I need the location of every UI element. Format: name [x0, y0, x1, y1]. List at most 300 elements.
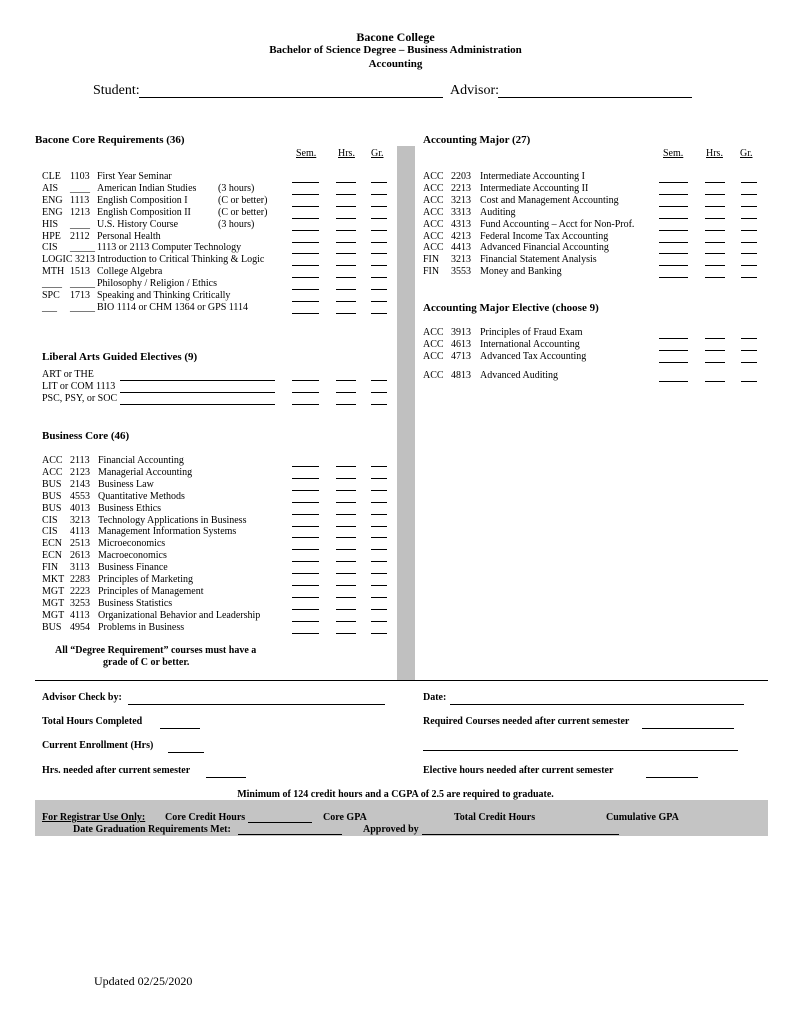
- advisor-field[interactable]: [498, 97, 692, 98]
- core-row-hrs-blank[interactable]: [336, 253, 356, 254]
- business-course-code: ACC: [42, 455, 63, 466]
- business-course-code: ECN: [42, 550, 62, 562]
- business-row-sem-blank[interactable]: [292, 609, 319, 610]
- core-row-gr-blank[interactable]: [371, 277, 387, 278]
- core-course-code: ___: [42, 301, 57, 313]
- major-row-sem-blank[interactable]: [659, 182, 688, 183]
- business-row-sem-blank[interactable]: [292, 585, 319, 586]
- major-row-gr-blank[interactable]: [741, 230, 757, 231]
- business-row-gr-blank[interactable]: [371, 502, 387, 503]
- elective-row-hrs-blank[interactable]: [705, 338, 725, 339]
- business-course-number: 4013: [70, 502, 90, 514]
- business-course-number: 4553: [70, 490, 90, 502]
- core-course-number: _____: [70, 242, 95, 254]
- business-course-number: 2143: [70, 478, 90, 490]
- major-course-title: Federal Income Tax Accounting: [480, 230, 609, 242]
- core-credit-label: Core Credit Hours: [165, 812, 246, 823]
- core-course-number: _____: [70, 278, 95, 290]
- liberal-row-gr-blank[interactable]: [371, 392, 387, 393]
- business-course-number: 4954: [70, 621, 90, 633]
- major-row-hrs-blank[interactable]: [705, 182, 725, 183]
- major-row-hrs-blank[interactable]: [705, 277, 725, 278]
- date-field[interactable]: [450, 704, 744, 705]
- major-sem-header: Sem.: [663, 148, 684, 159]
- major-row-hrs-blank[interactable]: [705, 242, 725, 243]
- major-title: Accounting: [368, 58, 423, 70]
- core-row-sem-blank[interactable]: [292, 194, 319, 195]
- business-row-sem-blank[interactable]: [292, 621, 319, 622]
- major-course-title: Intermediate Accounting II: [480, 182, 589, 194]
- core-course-note: (C or better): [218, 194, 268, 206]
- business-row-hrs-blank[interactable]: [336, 466, 356, 467]
- core-course-note: (3 hours): [218, 218, 255, 230]
- business-row-gr-blank[interactable]: [371, 466, 387, 467]
- business-course-number: 2613: [70, 550, 90, 562]
- core-course-code: CLE: [42, 171, 61, 182]
- elective-course-code: ACC: [423, 327, 444, 338]
- business-course-code: FIN: [42, 562, 59, 574]
- core-row-sem-blank[interactable]: [292, 301, 319, 302]
- elective-row-gr-blank[interactable]: [741, 350, 757, 351]
- major-course-title: Fund Accounting – Acct for Non-Prof.: [480, 218, 635, 230]
- liberal-course-field[interactable]: [120, 404, 275, 405]
- grade-note-1: All “Degree Requirement” courses must have a: [55, 645, 257, 656]
- liberal-title: Liberal Arts Guided Electives (9): [42, 351, 198, 363]
- core-course-title: English Composition II: [97, 206, 191, 218]
- business-course-title: Financial Accounting: [98, 455, 184, 466]
- major-row-gr-blank[interactable]: [741, 265, 757, 266]
- liberal-row-gr-blank[interactable]: [371, 404, 387, 405]
- core-course-code: HPE: [42, 230, 61, 242]
- sem-header: Sem.: [296, 148, 317, 159]
- major-course-title: Money and Banking: [480, 266, 562, 278]
- major-row-hrs-blank[interactable]: [705, 265, 725, 266]
- business-row-hrs-blank[interactable]: [336, 490, 356, 491]
- core-course-title: 1113 or 2113 Computer Technology: [97, 242, 242, 254]
- date-label: Date:: [423, 692, 447, 703]
- business-course-number: 4113: [70, 526, 90, 538]
- core-row-gr-blank[interactable]: [371, 194, 387, 195]
- major-course-code: FIN: [423, 266, 440, 278]
- business-course-number: 2123: [70, 466, 90, 478]
- student-field[interactable]: [139, 97, 443, 98]
- business-course-code: CIS: [42, 526, 58, 538]
- elective-row-hrs-blank[interactable]: [705, 350, 725, 351]
- total-credit-label: Total Credit Hours: [454, 812, 536, 823]
- business-row-sem-blank[interactable]: [292, 526, 319, 527]
- major-course-code: ACC: [423, 194, 444, 206]
- business-course-number: 2513: [70, 538, 90, 550]
- major-course-title: Advanced Financial Accounting: [480, 242, 609, 254]
- core-row-hrs-blank[interactable]: [336, 277, 356, 278]
- business-course-title: Problems in Business: [98, 621, 185, 633]
- core-course-title: English Composition I: [97, 194, 188, 206]
- column-divider: [397, 146, 415, 680]
- core-row-sem-blank[interactable]: [292, 265, 319, 266]
- business-row-hrs-blank[interactable]: [336, 597, 356, 598]
- business-row-gr-blank[interactable]: [371, 514, 387, 515]
- core-course-title: U.S. History Course: [97, 218, 179, 230]
- core-course-code: SPC: [42, 290, 60, 301]
- core-course-number: 1213: [70, 206, 90, 218]
- major-course-number: 2213: [451, 182, 471, 194]
- business-course-number: 3113: [70, 562, 90, 574]
- approved-by-label: Approved by: [363, 824, 419, 835]
- core-row-gr-blank[interactable]: [371, 265, 387, 266]
- major-row-sem-blank[interactable]: [659, 242, 688, 243]
- business-course-title: Principles of Marketing: [98, 574, 193, 585]
- major-row-sem-blank[interactable]: [659, 253, 688, 254]
- business-row-sem-blank[interactable]: [292, 502, 319, 503]
- major-row-gr-blank[interactable]: [741, 206, 757, 207]
- major-row-sem-blank[interactable]: [659, 230, 688, 231]
- elective-row-sem-blank[interactable]: [659, 381, 688, 382]
- core-row-sem-blank[interactable]: [292, 253, 319, 254]
- core-row-gr-blank[interactable]: [371, 218, 387, 219]
- core-credit-field[interactable]: [248, 822, 312, 823]
- core-course-number: 1113: [70, 194, 90, 206]
- core-course-number: ____: [70, 218, 90, 230]
- required-courses-field[interactable]: [642, 728, 734, 729]
- core-row-sem-blank[interactable]: [292, 289, 319, 290]
- business-course-number: 2223: [70, 585, 90, 597]
- business-row-hrs-blank[interactable]: [336, 502, 356, 503]
- college-name: Bacone College: [356, 30, 435, 44]
- elective-course-number: 3913: [451, 327, 471, 338]
- major-row-gr-blank[interactable]: [741, 277, 757, 278]
- business-course-title: Managerial Accounting: [98, 466, 193, 478]
- business-row-gr-blank[interactable]: [371, 573, 387, 574]
- elective-row-sem-blank[interactable]: [659, 338, 688, 339]
- core-course-number: 2112: [70, 230, 90, 242]
- liberal-row-hrs-blank[interactable]: [336, 404, 356, 405]
- degree-title: Bachelor of Science Degree – Business Administration: [269, 44, 522, 56]
- core-row-sem-blank[interactable]: [292, 230, 319, 231]
- major-section-title: Accounting Major (27): [423, 134, 531, 146]
- current-enrollment-label: Current Enrollment (Hrs): [42, 740, 154, 751]
- core-row-gr-blank[interactable]: [371, 242, 387, 243]
- business-course-code: BUS: [42, 490, 62, 502]
- elective-course-title: Advanced Auditing: [480, 370, 559, 381]
- liberal-row-hrs-blank[interactable]: [336, 392, 356, 393]
- advisor-label: Advisor:: [450, 83, 499, 98]
- business-course-title: Technology Applications in Business: [98, 514, 247, 526]
- business-course-title: Business Ethics: [98, 502, 162, 514]
- major-row-hrs-blank[interactable]: [705, 230, 725, 231]
- elective-course-number: 4713: [451, 351, 471, 362]
- elective-row-sem-blank[interactable]: [659, 362, 688, 363]
- core-course-code: LOGIC 3213: [42, 254, 96, 266]
- elective-course-code: ACC: [423, 370, 444, 381]
- core-gpa-label: Core GPA: [323, 812, 367, 823]
- business-title: Business Core (46): [42, 430, 130, 442]
- business-row-gr-blank[interactable]: [371, 609, 387, 610]
- business-row-hrs-blank[interactable]: [336, 621, 356, 622]
- liberal-course: PSC, PSY, or SOC: [42, 393, 118, 404]
- cumulative-gpa-label: Cumulative GPA: [606, 812, 679, 823]
- core-course-code: MTH: [42, 266, 65, 278]
- core-course-title: Speaking and Thinking Critically: [97, 290, 231, 301]
- business-row-hrs-blank[interactable]: [336, 585, 356, 586]
- business-course-title: Management Information Systems: [98, 526, 237, 538]
- required-courses-label: Required Courses needed after current semester: [423, 716, 630, 727]
- core-row-hrs-blank[interactable]: [336, 242, 356, 243]
- advisor-check-field[interactable]: [128, 704, 385, 705]
- business-row-hrs-blank[interactable]: [336, 609, 356, 610]
- business-course-code: BUS: [42, 502, 62, 514]
- major-row-hrs-blank[interactable]: [705, 194, 725, 195]
- core-row-gr-blank[interactable]: [371, 230, 387, 231]
- business-course-title: Principles of Management: [98, 585, 204, 597]
- elective-hours-label: Elective hours needed after current semester: [423, 765, 614, 776]
- core-course-number: 1103: [70, 171, 90, 182]
- core-course-code: CIS: [42, 242, 58, 254]
- student-label: Student:: [93, 83, 140, 98]
- business-row-hrs-blank[interactable]: [336, 526, 356, 527]
- business-course-code: BUS: [42, 621, 62, 633]
- updated-date: Updated 02/25/2020: [94, 974, 193, 988]
- core-course-number: 1513: [70, 266, 90, 278]
- business-row-gr-blank[interactable]: [371, 633, 387, 634]
- major-course-number: 4213: [451, 230, 471, 242]
- approved-by-field[interactable]: [422, 834, 619, 835]
- major-course-title: Cost and Management Accounting: [480, 194, 619, 206]
- business-row-hrs-blank[interactable]: [336, 633, 356, 634]
- liberal-course: LIT or COM 1113: [42, 381, 116, 392]
- business-course-title: Quantitative Methods: [98, 490, 185, 502]
- core-course-title: Philosophy / Religion / Ethics: [97, 278, 218, 290]
- business-row-gr-blank[interactable]: [371, 597, 387, 598]
- business-course-code: MKT: [42, 574, 65, 585]
- major-row-sem-blank[interactable]: [659, 277, 688, 278]
- business-course-code: ECN: [42, 538, 62, 550]
- core-row-sem-blank[interactable]: [292, 277, 319, 278]
- business-row-sem-blank[interactable]: [292, 549, 319, 550]
- business-row-sem-blank[interactable]: [292, 478, 319, 479]
- major-row-gr-blank[interactable]: [741, 253, 757, 254]
- core-course-number: _____: [70, 301, 95, 313]
- graduation-minimum: Minimum of 124 credit hours and a CGPA of 2.5 are required to graduate.: [237, 789, 554, 800]
- business-row-sem-blank[interactable]: [292, 514, 319, 515]
- elective-title: Accounting Major Elective (choose 9): [423, 302, 599, 314]
- business-row-gr-blank[interactable]: [371, 537, 387, 538]
- business-row-gr-blank[interactable]: [371, 478, 387, 479]
- core-course-code: ENG: [42, 206, 63, 218]
- core-row-sem-blank[interactable]: [292, 242, 319, 243]
- required-courses-field-2[interactable]: [423, 750, 738, 751]
- business-row-gr-blank[interactable]: [371, 526, 387, 527]
- major-hrs-header: Hrs.: [706, 148, 723, 159]
- core-course-code: ENG: [42, 194, 63, 206]
- major-row-sem-blank[interactable]: [659, 194, 688, 195]
- elective-hours-field[interactable]: [646, 777, 698, 778]
- core-course-title: Introduction to Critical Thinking & Logic: [97, 254, 265, 266]
- business-row-hrs-blank[interactable]: [336, 514, 356, 515]
- business-course-title: Business Law: [98, 478, 154, 490]
- liberal-row-sem-blank[interactable]: [292, 380, 319, 381]
- core-row-hrs-blank[interactable]: [336, 289, 356, 290]
- business-course-code: ACC: [42, 466, 63, 478]
- liberal-row-hrs-blank[interactable]: [336, 380, 356, 381]
- major-gr-header: Gr.: [740, 148, 753, 159]
- core-course-code: AIS: [42, 182, 59, 194]
- business-row-hrs-blank[interactable]: [336, 549, 356, 550]
- major-course-code: ACC: [423, 171, 444, 182]
- major-course-code: ACC: [423, 230, 444, 242]
- liberal-course-field[interactable]: [120, 380, 275, 381]
- date-met-field[interactable]: [238, 834, 342, 835]
- business-course-number: 2283: [70, 574, 90, 585]
- total-hours-field[interactable]: [160, 728, 200, 729]
- elective-course-title: Advanced Tax Accounting: [480, 351, 587, 362]
- major-course-number: 4313: [451, 218, 471, 230]
- core-row-hrs-blank[interactable]: [336, 182, 356, 183]
- business-course-number: 3253: [70, 597, 90, 609]
- elective-row-gr-blank[interactable]: [741, 381, 757, 382]
- major-row-gr-blank[interactable]: [741, 242, 757, 243]
- core-row-hrs-blank[interactable]: [336, 194, 356, 195]
- liberal-row-gr-blank[interactable]: [371, 380, 387, 381]
- major-course-number: 3313: [451, 206, 471, 218]
- major-course-number: 3213: [451, 194, 471, 206]
- business-course-number: 4113: [70, 609, 90, 621]
- advisor-check-label: Advisor Check by:: [42, 692, 122, 703]
- core-course-title: First Year Seminar: [97, 171, 172, 182]
- core-row-gr-blank[interactable]: [371, 182, 387, 183]
- elective-row-hrs-blank[interactable]: [705, 362, 725, 363]
- business-row-sem-blank[interactable]: [292, 490, 319, 491]
- core-course-number: ____: [70, 182, 90, 194]
- section-divider: [35, 680, 768, 681]
- major-course-title: Intermediate Accounting I: [480, 171, 585, 182]
- core-row-hrs-blank[interactable]: [336, 313, 356, 314]
- elective-course-title: International Accounting: [480, 339, 580, 350]
- major-course-number: 3553: [451, 266, 471, 278]
- major-row-sem-blank[interactable]: [659, 265, 688, 266]
- business-course-title: Microeconomics: [98, 538, 166, 550]
- liberal-course-field[interactable]: [120, 392, 275, 393]
- elective-course-code: ACC: [423, 339, 444, 350]
- major-course-code: FIN: [423, 254, 440, 266]
- core-row-sem-blank[interactable]: [292, 218, 319, 219]
- major-row-hrs-blank[interactable]: [705, 218, 725, 219]
- business-course-code: CIS: [42, 514, 58, 526]
- major-row-gr-blank[interactable]: [741, 218, 757, 219]
- major-course-title: Auditing: [480, 206, 516, 218]
- major-course-code: ACC: [423, 182, 444, 194]
- business-row-sem-blank[interactable]: [292, 633, 319, 634]
- core-title: Bacone Core Requirements (36): [35, 134, 185, 146]
- business-course-title: Macroeconomics: [98, 550, 167, 562]
- core-row-hrs-blank[interactable]: [336, 301, 356, 302]
- gr-header: Gr.: [371, 148, 384, 159]
- major-row-hrs-blank[interactable]: [705, 206, 725, 207]
- business-course-code: MGT: [42, 609, 65, 621]
- hrs-needed-label: Hrs. needed after current semester: [42, 765, 191, 776]
- grade-note-2: grade of C or better.: [103, 657, 190, 668]
- major-course-code: ACC: [423, 242, 444, 254]
- business-row-hrs-blank[interactable]: [336, 573, 356, 574]
- business-row-sem-blank[interactable]: [292, 561, 319, 562]
- elective-row-gr-blank[interactable]: [741, 338, 757, 339]
- core-row-gr-blank[interactable]: [371, 289, 387, 290]
- core-row-sem-blank[interactable]: [292, 313, 319, 314]
- core-course-title: College Algebra: [97, 266, 163, 278]
- major-course-code: ACC: [423, 206, 444, 218]
- business-course-code: MGT: [42, 585, 65, 597]
- core-row-hrs-blank[interactable]: [336, 265, 356, 266]
- core-row-gr-blank[interactable]: [371, 313, 387, 314]
- elective-course-title: Principles of Fraud Exam: [480, 327, 583, 338]
- liberal-row-sem-blank[interactable]: [292, 392, 319, 393]
- core-course-title: Personal Health: [97, 230, 161, 242]
- business-row-hrs-blank[interactable]: [336, 478, 356, 479]
- elective-row-gr-blank[interactable]: [741, 362, 757, 363]
- core-row-hrs-blank[interactable]: [336, 218, 356, 219]
- core-row-sem-blank[interactable]: [292, 182, 319, 183]
- core-course-code: ____: [42, 278, 62, 290]
- elective-course-number: 4813: [451, 370, 471, 381]
- major-row-hrs-blank[interactable]: [705, 253, 725, 254]
- major-row-gr-blank[interactable]: [741, 194, 757, 195]
- hrs-header: Hrs.: [338, 148, 355, 159]
- core-row-hrs-blank[interactable]: [336, 206, 356, 207]
- major-row-sem-blank[interactable]: [659, 218, 688, 219]
- business-course-number: 2113: [70, 455, 90, 466]
- major-course-title: Financial Statement Analysis: [480, 254, 597, 266]
- core-course-note: (C or better): [218, 206, 268, 218]
- hrs-needed-field[interactable]: [206, 777, 246, 778]
- elective-row-hrs-blank[interactable]: [705, 381, 725, 382]
- current-enrollment-field[interactable]: [168, 752, 204, 753]
- core-course-title: American Indian Studies: [97, 182, 197, 194]
- core-course-number: 1713: [70, 290, 90, 301]
- liberal-course: ART or THE: [42, 369, 94, 380]
- business-course-title: Business Finance: [98, 562, 168, 574]
- core-course-title: BIO 1114 or CHM 1364 or GPS 1114: [97, 301, 249, 313]
- core-row-sem-blank[interactable]: [292, 206, 319, 207]
- business-row-gr-blank[interactable]: [371, 490, 387, 491]
- business-course-title: Business Statistics: [98, 597, 173, 609]
- elective-row-sem-blank[interactable]: [659, 350, 688, 351]
- business-row-gr-blank[interactable]: [371, 621, 387, 622]
- business-row-gr-blank[interactable]: [371, 585, 387, 586]
- core-row-hrs-blank[interactable]: [336, 230, 356, 231]
- business-row-sem-blank[interactable]: [292, 466, 319, 467]
- business-course-title: Organizational Behavior and Leadership: [98, 609, 261, 621]
- core-row-gr-blank[interactable]: [371, 253, 387, 254]
- business-row-hrs-blank[interactable]: [336, 561, 356, 562]
- business-row-gr-blank[interactable]: [371, 549, 387, 550]
- registrar-label: For Registrar Use Only:: [42, 812, 146, 823]
- business-row-sem-blank[interactable]: [292, 597, 319, 598]
- major-course-number: 3213: [451, 254, 471, 266]
- total-hours-label: Total Hours Completed: [42, 716, 143, 727]
- business-row-gr-blank[interactable]: [371, 561, 387, 562]
- liberal-row-sem-blank[interactable]: [292, 404, 319, 405]
- business-row-sem-blank[interactable]: [292, 573, 319, 574]
- core-course-code: HIS: [42, 218, 59, 230]
- business-row-sem-blank[interactable]: [292, 537, 319, 538]
- core-row-gr-blank[interactable]: [371, 301, 387, 302]
- core-course-note: (3 hours): [218, 182, 255, 194]
- major-course-number: 4413: [451, 242, 471, 254]
- major-row-sem-blank[interactable]: [659, 206, 688, 207]
- major-row-gr-blank[interactable]: [741, 182, 757, 183]
- elective-course-code: ACC: [423, 351, 444, 362]
- core-row-gr-blank[interactable]: [371, 206, 387, 207]
- business-row-hrs-blank[interactable]: [336, 537, 356, 538]
